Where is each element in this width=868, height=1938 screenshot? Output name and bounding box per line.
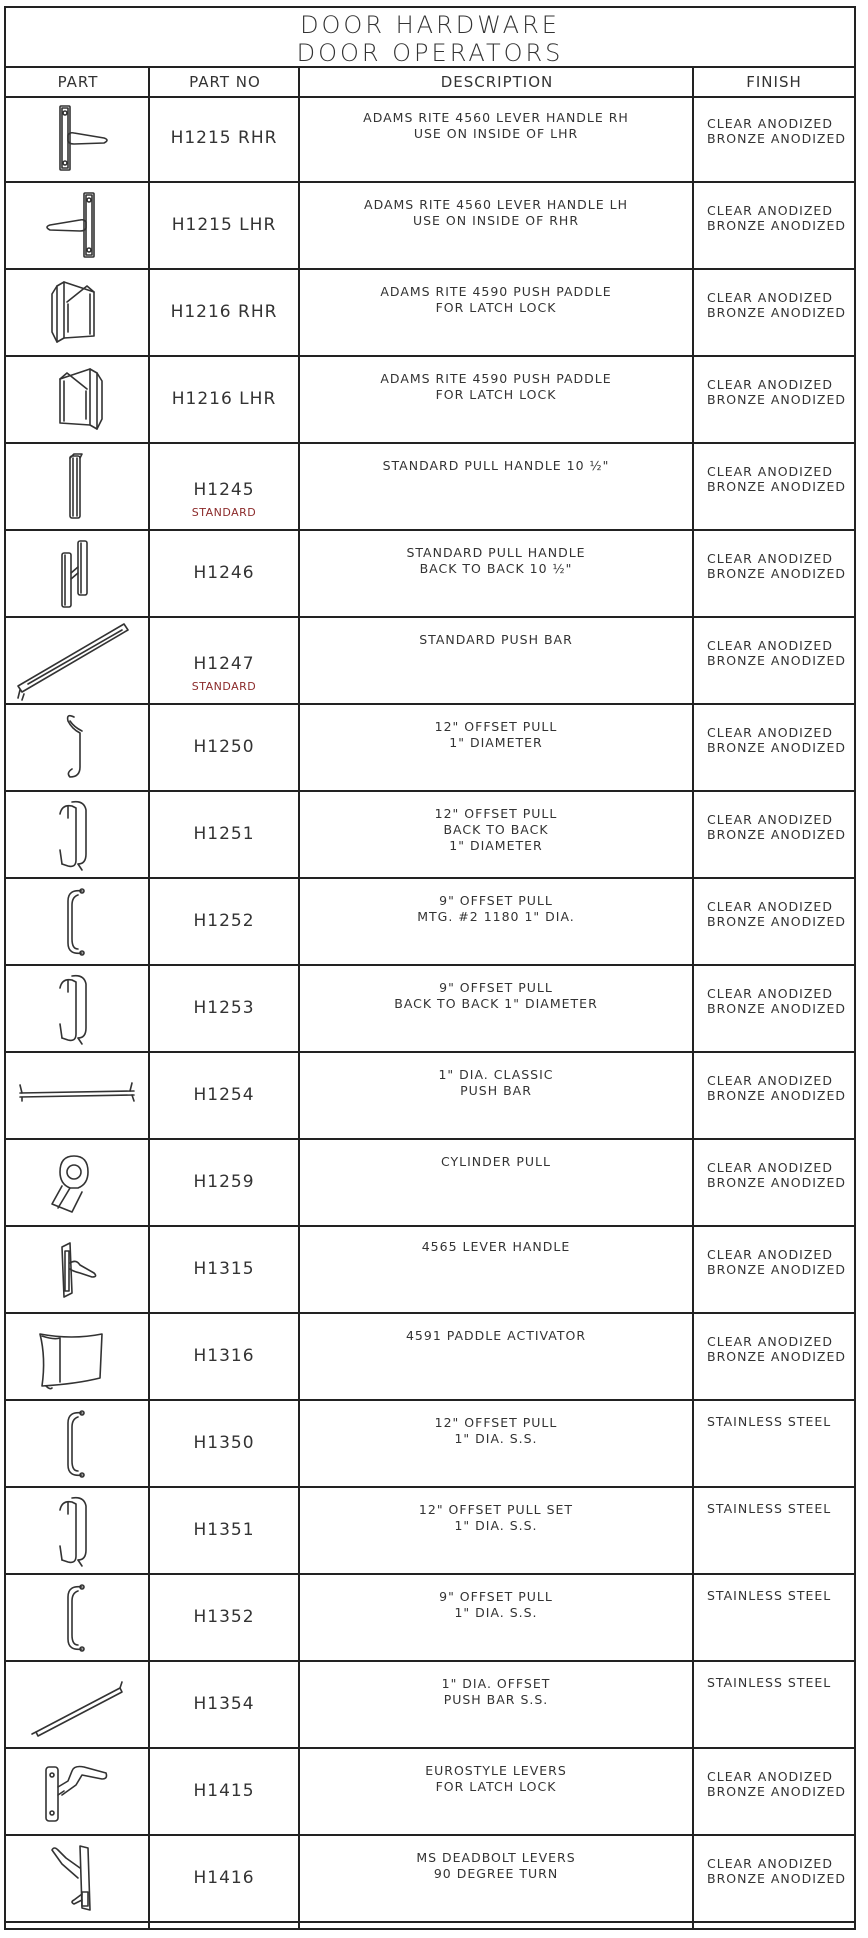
table-row (6, 1314, 854, 1401)
description-cell (300, 1749, 692, 1834)
finish-line-1: CLEAR ANODIZED (707, 1073, 833, 1088)
description-text (300, 357, 692, 403)
finish-text (694, 1140, 854, 1190)
finish-cell (694, 879, 854, 964)
description-line-2: 1" DIA. S.S. (454, 1518, 538, 1533)
description-line-2: PUSH BAR (460, 1083, 532, 1098)
description-line-1: 9" OFFSET PULL (439, 893, 553, 908)
part-number: H1247 (193, 654, 255, 674)
part-image-cell (6, 531, 148, 616)
description-text (300, 1401, 692, 1447)
finish-line-1: CLEAR ANODIZED (707, 290, 833, 305)
finish-line-2: BRONZE ANODIZED (707, 1262, 847, 1277)
finish-cell (694, 618, 854, 703)
part-no-cell (150, 1836, 298, 1921)
part-image-cell (6, 270, 148, 355)
header-description: DESCRIPTION (300, 68, 694, 98)
part-no-cell (150, 1488, 298, 1573)
part-number: H1316 (193, 1346, 255, 1366)
description-line-2: USE ON INSIDE OF LHR (413, 126, 579, 141)
finish-text (694, 1401, 854, 1429)
description-line-1: 12" OFFSET PULL (434, 806, 558, 821)
finish-line-2: BRONZE ANODIZED (707, 566, 847, 581)
finish-cell (694, 792, 854, 877)
finish-cell (694, 705, 854, 790)
description-text (300, 1314, 692, 1344)
finish-text (694, 966, 854, 1016)
description-line-1: 1" DIA. OFFSET (441, 1676, 551, 1691)
finish-line-2: BRONZE ANODIZED (707, 740, 847, 755)
finish-line-1: CLEAR ANODIZED (707, 899, 833, 914)
description-line-2: BACK TO BACK 1" DIAMETER (394, 996, 598, 1011)
description-line-1: STANDARD PUSH BAR (419, 632, 573, 647)
offset-push-bar-icon (12, 1664, 142, 1745)
offset-pull-icon (12, 707, 142, 788)
description-text (300, 966, 692, 1012)
finish-line-1: CLEAR ANODIZED (707, 116, 833, 131)
part-no-cell (150, 1662, 298, 1747)
finish-cell (694, 357, 854, 442)
offset-pull-pair-icon (12, 794, 142, 875)
description-line-1: ADAMS RITE 4560 LEVER HANDLE RH (363, 110, 629, 125)
description-text (300, 618, 692, 648)
part-image-cell (6, 1053, 148, 1138)
finish-cell (694, 1749, 854, 1834)
description-line-2: 4565 LEVER HANDLE (421, 1239, 571, 1254)
description-text (300, 792, 692, 854)
finish-line-2: BRONZE ANODIZED (707, 1175, 847, 1190)
finish-line-1: CLEAR ANODIZED (707, 638, 833, 653)
finish-line-2: BRONZE ANODIZED (707, 131, 847, 146)
part-number: H1415 (193, 1781, 255, 1801)
finish-cell (694, 1575, 854, 1660)
finish-line-2: BRONZE ANODIZED (707, 827, 847, 842)
description-cell (300, 792, 692, 877)
description-line-2: BACK TO BACK (443, 822, 549, 837)
finish-line-2: BRONZE ANODIZED (707, 1349, 847, 1364)
description-cell (300, 1836, 692, 1921)
standard-label: STANDARD (191, 680, 257, 693)
part-number: H1259 (193, 1172, 255, 1192)
part-no-cell (150, 183, 298, 268)
description-text (300, 444, 692, 474)
title-line-1: DOOR HARDWARE (300, 11, 560, 39)
finish-line-2: BRONZE ANODIZED (707, 1784, 847, 1799)
description-cell (300, 618, 692, 703)
finish-line-2: BRONZE ANODIZED (707, 653, 847, 668)
part-number: H1254 (193, 1085, 255, 1105)
part-image-cell (6, 357, 148, 442)
part-no-cell (150, 618, 298, 703)
description-cell (300, 705, 692, 790)
part-image-cell (6, 1662, 148, 1747)
finish-text (694, 792, 854, 842)
finish-text (694, 96, 854, 146)
finish-line-2: BRONZE ANODIZED (707, 1001, 847, 1016)
description-cell (300, 1662, 692, 1747)
description-text (300, 1836, 692, 1882)
c-pull-icon (12, 881, 142, 962)
description-line-1: 9" OFFSET PULL (439, 980, 553, 995)
finish-line-1: CLEAR ANODIZED (707, 464, 833, 479)
description-text (300, 1053, 692, 1099)
table-row (6, 1488, 854, 1575)
table-row (6, 1662, 854, 1749)
description-line-2: USE ON INSIDE OF RHR (412, 213, 580, 228)
part-number: H1416 (193, 1868, 255, 1888)
part-image-cell (6, 879, 148, 964)
description-cell (300, 444, 692, 529)
part-number: H1216 RHR (170, 302, 278, 322)
part-image-cell (6, 966, 148, 1051)
table-row (6, 444, 854, 531)
finish-line-2: BRONZE ANODIZED (707, 305, 847, 320)
description-text (300, 270, 692, 316)
part-no-cell (150, 531, 298, 616)
finish-line-2: BRONZE ANODIZED (707, 1088, 847, 1103)
parts-sheet (4, 6, 856, 1930)
part-image-cell (6, 618, 148, 703)
lever-handle-left-icon (12, 185, 142, 266)
description-line-2: FOR LATCH LOCK (435, 1779, 557, 1794)
part-number: H1215 RHR (170, 128, 278, 148)
description-cell (300, 531, 692, 616)
description-cell (300, 183, 692, 268)
lever-handle-icon (12, 1229, 142, 1310)
description-cell (300, 966, 692, 1051)
part-image-cell (6, 96, 148, 181)
finish-text (694, 531, 854, 581)
finish-line-1: CLEAR ANODIZED (707, 551, 833, 566)
finish-line-2: BRONZE ANODIZED (707, 914, 847, 929)
standard-label: STANDARD (191, 506, 257, 519)
part-no-cell (150, 1140, 298, 1225)
header-part: PART (6, 68, 150, 98)
finish-text (694, 1488, 854, 1516)
finish-line-2: BRONZE ANODIZED (707, 1871, 847, 1886)
column-divider (148, 68, 150, 1930)
lever-handle-right-icon (12, 98, 142, 179)
description-line-2: 90 DEGREE TURN (433, 1866, 559, 1881)
table-row (6, 792, 854, 879)
finish-line-1: CLEAR ANODIZED (707, 1856, 833, 1871)
eurostyle-lever-icon (12, 1751, 142, 1832)
sheet-title (6, 8, 854, 68)
part-no-cell (150, 879, 298, 964)
description-cell (300, 1227, 692, 1312)
part-image-cell (6, 1575, 148, 1660)
deadbolt-lever-icon (12, 1838, 142, 1919)
description-line-2: 1" DIA. S.S. (454, 1431, 538, 1446)
description-cell (300, 96, 692, 181)
part-number: H1352 (193, 1607, 255, 1627)
finish-line-1: CLEAR ANODIZED (707, 812, 833, 827)
finish-text (694, 618, 854, 668)
part-image-cell (6, 1488, 148, 1573)
part-number: H1250 (193, 737, 255, 757)
finish-cell (694, 444, 854, 529)
description-text (300, 96, 692, 142)
description-text (300, 1749, 692, 1795)
description-line-1: STANDARD PULL HANDLE (406, 545, 586, 560)
part-number: H1253 (193, 998, 255, 1018)
header-finish: FINISH (694, 68, 854, 98)
finish-line-1: STAINLESS STEEL (707, 1588, 832, 1603)
part-no-cell (150, 1053, 298, 1138)
finish-text (694, 444, 854, 494)
part-number: H1245 (193, 480, 255, 500)
description-line-1: 12" OFFSET PULL SET (418, 1502, 574, 1517)
push-bar-icon (12, 620, 142, 701)
part-number: H1216 LHR (171, 389, 277, 409)
cylinder-pull-icon (12, 1142, 142, 1223)
part-image-cell (6, 1401, 148, 1486)
part-no-cell (150, 96, 298, 181)
column-divider (298, 68, 300, 1930)
table-row (6, 357, 854, 444)
finish-cell (694, 270, 854, 355)
description-line-1: CYLINDER PULL (441, 1154, 551, 1169)
finish-cell (694, 1053, 854, 1138)
finish-cell (694, 96, 854, 181)
title-line-2: DOOR OPERATORS (296, 39, 564, 67)
part-no-cell (150, 792, 298, 877)
header-part-no: PART NO (150, 68, 300, 98)
finish-cell (694, 1401, 854, 1486)
part-number: H1350 (193, 1433, 255, 1453)
finish-line-1: STAINLESS STEEL (707, 1501, 832, 1516)
part-no-cell (150, 966, 298, 1051)
description-text (300, 1140, 692, 1170)
table-row (6, 1140, 854, 1227)
part-no-cell (150, 1749, 298, 1834)
finish-line-1: CLEAR ANODIZED (707, 725, 833, 740)
finish-text (694, 705, 854, 755)
description-cell (300, 1053, 692, 1138)
finish-cell (694, 183, 854, 268)
part-no-cell (150, 705, 298, 790)
part-image-cell (6, 1140, 148, 1225)
c-pull-icon (12, 1403, 142, 1484)
part-no-cell (150, 1314, 298, 1399)
finish-cell (694, 1140, 854, 1225)
column-divider (692, 68, 694, 1930)
finish-line-2: BRONZE ANODIZED (707, 392, 847, 407)
description-line-2: BACK TO BACK 10 ½" (419, 561, 573, 576)
finish-cell (694, 1488, 854, 1573)
description-text (300, 183, 692, 229)
description-line-3: 1" DIAMETER (449, 838, 543, 853)
description-cell (300, 357, 692, 442)
part-no-cell (150, 1227, 298, 1312)
part-image-cell (6, 705, 148, 790)
description-text (300, 531, 692, 577)
offset-pull-pair-icon (12, 1490, 142, 1571)
part-number: H1354 (193, 1694, 255, 1714)
finish-text (694, 183, 854, 233)
description-text (300, 1227, 692, 1255)
finish-line-1: CLEAR ANODIZED (707, 1160, 833, 1175)
description-line-1: ADAMS RITE 4590 PUSH PADDLE (380, 284, 612, 299)
description-text (300, 1662, 692, 1708)
description-line-1: EUROSTYLE LEVERS (425, 1763, 567, 1778)
part-image-cell (6, 1314, 148, 1399)
table-row (6, 183, 854, 270)
description-line-2: PUSH BAR S.S. (443, 1692, 549, 1707)
push-paddle-right-icon (12, 272, 142, 353)
part-no-cell (150, 1575, 298, 1660)
table-row (6, 1836, 854, 1923)
finish-text (694, 1749, 854, 1799)
paddle-activator-icon (12, 1316, 142, 1397)
finish-line-1: CLEAR ANODIZED (707, 986, 833, 1001)
finish-text (694, 1227, 854, 1277)
description-line-1: ADAMS RITE 4560 LEVER HANDLE LH (364, 197, 628, 212)
description-line-2: MTG. #2 1180 1" DIA. (417, 909, 575, 924)
finish-text (694, 1053, 854, 1103)
table-row (6, 705, 854, 792)
finish-cell (694, 1836, 854, 1921)
description-line-2: 1" DIA. S.S. (454, 1605, 538, 1620)
description-line-2: 1" DIAMETER (449, 735, 543, 750)
finish-cell (694, 1662, 854, 1747)
finish-text (694, 1836, 854, 1886)
push-paddle-left-icon (12, 359, 142, 440)
table-row (6, 966, 854, 1053)
finish-text (694, 1314, 854, 1364)
part-number: H1351 (193, 1520, 255, 1540)
description-line-2: FOR LATCH LOCK (435, 300, 557, 315)
table-row (6, 1575, 854, 1662)
finish-cell (694, 1227, 854, 1312)
description-cell (300, 1575, 692, 1660)
part-number: H1315 (193, 1259, 255, 1279)
description-text (300, 1488, 692, 1534)
table-row (6, 1401, 854, 1488)
finish-cell (694, 966, 854, 1051)
part-no-cell (150, 357, 298, 442)
description-line-1: 12" OFFSET PULL (434, 719, 558, 734)
finish-line-2: BRONZE ANODIZED (707, 479, 847, 494)
description-cell (300, 1140, 692, 1225)
part-image-cell (6, 444, 148, 529)
part-no-cell (150, 270, 298, 355)
finish-line-1: CLEAR ANODIZED (707, 1334, 833, 1349)
description-line-1: MS DEADBOLT LEVERS (416, 1850, 576, 1865)
table-row (6, 1053, 854, 1140)
description-cell (300, 1488, 692, 1573)
finish-line-1: STAINLESS STEEL (707, 1675, 832, 1690)
part-number: H1252 (193, 911, 255, 931)
c-pull-icon (12, 1577, 142, 1658)
finish-text (694, 270, 854, 320)
description-line-1: 1" DIA. CLASSIC (438, 1067, 554, 1082)
finish-text (694, 1575, 854, 1603)
table-row (6, 1227, 854, 1314)
table-row (6, 618, 854, 705)
table-row (6, 531, 854, 618)
table-row (6, 1749, 854, 1836)
finish-text (694, 879, 854, 929)
table-row (6, 879, 854, 966)
description-line-1: 9" OFFSET PULL (439, 1589, 553, 1604)
finish-line-1: CLEAR ANODIZED (707, 377, 833, 392)
part-image-cell (6, 1749, 148, 1834)
description-text (300, 1575, 692, 1621)
finish-text (694, 357, 854, 407)
finish-line-1: STAINLESS STEEL (707, 1414, 832, 1429)
description-text (300, 879, 692, 925)
description-line-2: FOR LATCH LOCK (435, 387, 557, 402)
part-no-cell (150, 444, 298, 529)
finish-cell (694, 531, 854, 616)
finish-text (694, 1662, 854, 1690)
description-cell (300, 1401, 692, 1486)
pull-handle-icon (12, 446, 142, 527)
description-line-1: 4591 PADDLE ACTIVATOR (405, 1328, 587, 1343)
finish-line-1: CLEAR ANODIZED (707, 1247, 833, 1262)
part-number: H1251 (193, 824, 255, 844)
finish-line-2: BRONZE ANODIZED (707, 218, 847, 233)
table-row (6, 96, 854, 183)
table-row (6, 270, 854, 357)
part-number: H1215 LHR (171, 215, 277, 235)
part-no-cell (150, 1401, 298, 1486)
part-image-cell (6, 1836, 148, 1921)
part-image-cell (6, 792, 148, 877)
description-cell (300, 270, 692, 355)
description-cell (300, 1314, 692, 1399)
part-image-cell (6, 183, 148, 268)
description-cell (300, 879, 692, 964)
description-line-1: 12" OFFSET PULL (434, 1415, 558, 1430)
classic-push-bar-icon (12, 1055, 142, 1136)
part-image-cell (6, 1227, 148, 1312)
description-line-1: ADAMS RITE 4590 PUSH PADDLE (380, 371, 612, 386)
finish-line-1: CLEAR ANODIZED (707, 203, 833, 218)
description-text (300, 705, 692, 751)
finish-line-1: CLEAR ANODIZED (707, 1769, 833, 1784)
offset-pull-pair-icon (12, 968, 142, 1049)
part-number: H1246 (193, 563, 255, 583)
finish-cell (694, 1314, 854, 1399)
description-line-1: STANDARD PULL HANDLE 10 ½" (382, 458, 610, 473)
pull-handle-pair-icon (12, 533, 142, 614)
